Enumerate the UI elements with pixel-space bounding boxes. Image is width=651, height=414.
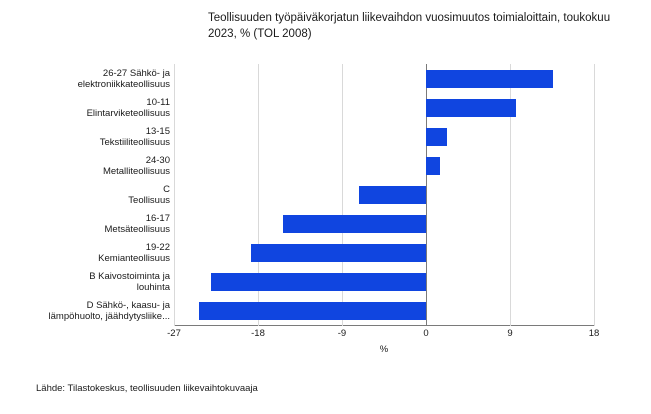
category-label-line: Elintarviketeollisuus [86,107,170,119]
category-label [6,300,174,322]
x-tick-label: 9 [507,328,513,339]
category-label-line: lämpöhuolto, jäähdytysliike... [48,311,170,323]
category-label-line: Tekstiiliteollisuus [99,136,170,148]
bar-row [174,180,594,209]
category-label-line: elektroniikkateollisuus [77,78,170,90]
gridline [594,64,595,326]
category-label-line: 26-27 Sähkö- ja [102,67,170,79]
category-label-line: B Kaivostoiminta ja [89,271,170,283]
bar-row [174,239,594,268]
bar[interactable] [283,215,426,233]
category-label [6,271,174,293]
category-label-line: louhinta [136,282,170,294]
page-title: Teollisuuden työpäiväkorjatun liikevaihdon vuosimuutos toimialoittain, toukokuu 2023, % (TOL 2008) [208,12,611,40]
x-tick-label: 18 [588,328,600,339]
x-tick-label: 0 [423,328,429,339]
bar[interactable] [199,302,426,320]
category-label [6,184,174,206]
bar[interactable] [426,99,516,117]
category-label-line: Teollisuus [128,195,170,206]
bar[interactable] [251,244,426,262]
x-tick-label: -18 [251,328,265,339]
category-label-line: Metsäteollisuus [104,224,170,236]
category-axis-labels [0,64,174,326]
bar-row [174,297,594,326]
bar[interactable] [359,186,426,204]
category-label [6,155,174,177]
source-note: Lähde: Tilastokeskus, teollisuuden liikevaihtokuvaaja [36,383,258,394]
x-axis-tick-labels [167,328,600,344]
bar-row [174,210,594,239]
category-label [6,126,174,148]
category-label-line: 16-17 [145,213,170,225]
bar-row [174,122,594,151]
bar[interactable] [426,128,447,146]
category-label-line: C [163,184,170,195]
category-label-line: D Sähkö-, kaasu- ja [86,300,170,312]
x-tick-label: -27 [167,328,181,339]
category-label [6,68,174,90]
bar-row [174,64,594,93]
bar-row [174,151,594,180]
bar[interactable] [426,70,553,88]
category-label-line: Kemianteollisuus [98,253,170,265]
x-axis-title: % [379,344,389,355]
category-label-line: Metalliteollisuus [102,165,170,177]
category-label-line: 13-15 [145,125,170,137]
category-label-line: 24-30 [145,154,170,166]
bar-row [174,268,594,297]
category-label-line: 19-22 [145,242,170,254]
category-label [6,97,174,119]
plot-area [174,64,594,326]
category-label-line: 10-11 [146,96,170,108]
category-label [6,213,174,235]
bar[interactable] [426,157,440,175]
x-tick-label: -9 [337,328,347,339]
bar[interactable] [211,273,426,291]
bar-row [174,93,594,122]
category-label [6,242,174,264]
